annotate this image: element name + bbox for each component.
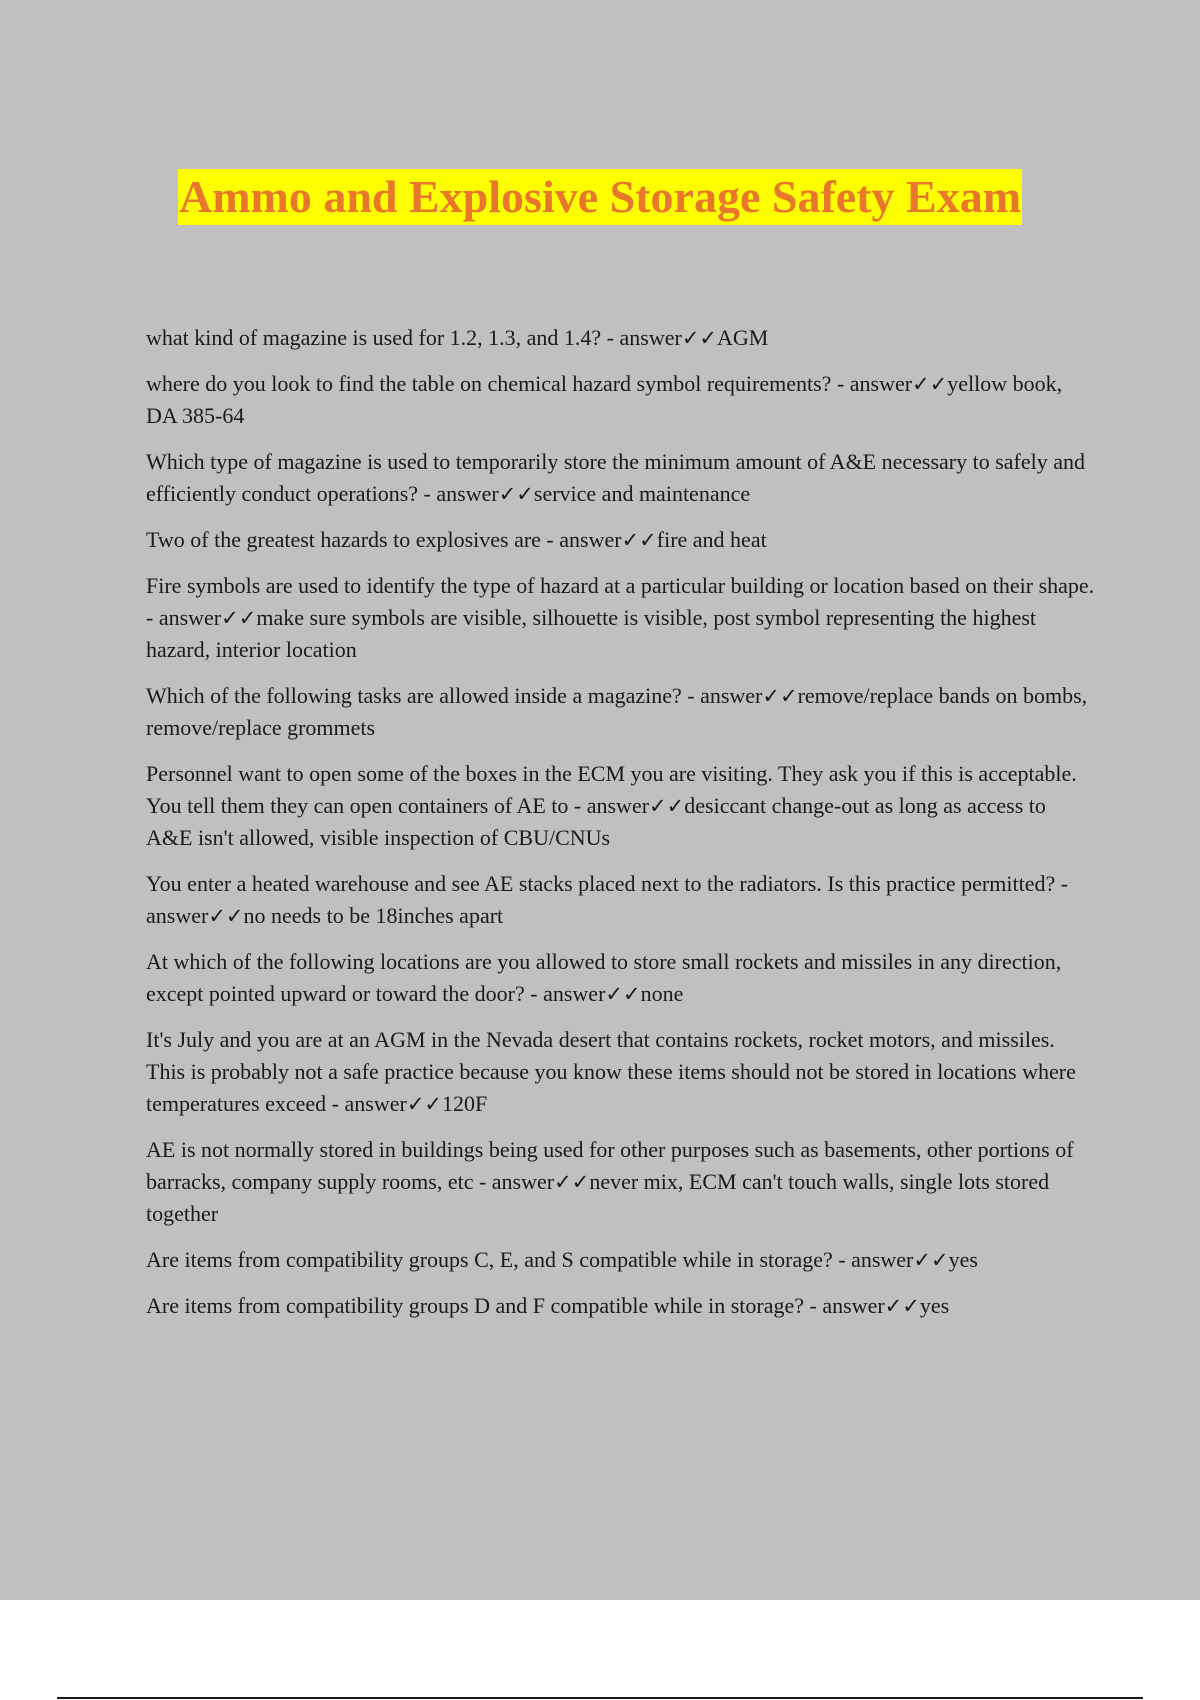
- answer-text: never mix, ECM can't touch walls, single lots stored together: [146, 1169, 1050, 1226]
- qa-item: [146, 1244, 1096, 1276]
- double-check-icon: ✓✓: [681, 326, 718, 350]
- question-text: You enter a heated warehouse and see AE stacks placed next to the radiators. Is this practice permitted? - answer: [146, 871, 1069, 928]
- double-check-icon: ✓✓: [554, 1170, 590, 1194]
- answer-text: AGM: [717, 325, 769, 350]
- double-check-icon: ✓✓: [621, 528, 657, 552]
- answer-text: 120F: [442, 1091, 488, 1116]
- question-text: what kind of magazine is used for 1.2, 1.3, and 1.4? - answer: [146, 325, 682, 350]
- answer-text: desiccant change-out as long as access to A&E isn't allowed, visible inspection of CBU/CNUs: [146, 793, 1046, 850]
- question-text: Are items from compatibility groups C, E, and S compatible while in storage? - answer: [146, 1247, 914, 1272]
- double-check-icon: ✓✓: [208, 904, 244, 928]
- answer-text: no needs to be 18inches apart: [243, 903, 504, 928]
- qa-item: [146, 1290, 1096, 1322]
- answer-text: make sure symbols are visible, silhouette is visible, post symbol representing the highest hazard, interior location: [146, 605, 1037, 662]
- double-check-icon: ✓✓: [649, 794, 685, 818]
- double-check-icon: ✓✓: [406, 1092, 443, 1116]
- qa-item: [146, 570, 1096, 666]
- question-text: Personnel want to open some of the boxes in the ECM you are visiting. They ask you if this is acceptable. You tell them they can open containers of AE to - answer: [146, 761, 1077, 818]
- question-text: AE is not normally stored in buildings being used for other purposes such as basements, other portions of barracks, company supply rooms, etc - answer: [146, 1137, 1074, 1194]
- question-text: Fire symbols are used to identify the type of hazard at a particular building or location based on their shape. - answer: [146, 573, 1095, 630]
- double-check-icon: ✓✓: [884, 1294, 920, 1318]
- qa-item: [146, 322, 1096, 354]
- qa-item: [146, 758, 1096, 854]
- answer-text: yes: [919, 1293, 950, 1318]
- question-text: Are items from compatibility groups D and F compatible while in storage? - answer: [146, 1293, 885, 1318]
- footer-divider: [57, 1697, 1143, 1699]
- double-check-icon: ✓✓: [498, 482, 534, 506]
- qa-item: [146, 446, 1096, 510]
- answer-text: remove/replace bands on bombs, remove/replace grommets: [146, 683, 1088, 740]
- double-check-icon: ✓✓: [913, 1248, 949, 1272]
- question-text: At which of the following locations are you allowed to store small rockets and missiles in any direction, except pointed upward or toward the door? - answer: [146, 949, 1062, 1006]
- qa-item: [146, 524, 1096, 556]
- question-text: Which of the following tasks are allowed inside a magazine? - answer: [146, 683, 763, 708]
- question-text: Which type of magazine is used to temporarily store the minimum amount of A&E necessary to safely and efficiently conduct operations? - answer: [146, 449, 1086, 506]
- answer-text: none: [640, 981, 684, 1006]
- question-text: Two of the greatest hazards to explosives are - answer: [146, 527, 622, 552]
- qa-item: [146, 868, 1096, 932]
- double-check-icon: ✓✓: [912, 372, 948, 396]
- question-answer-list: [146, 322, 1096, 1336]
- answer-text: yes: [948, 1247, 978, 1272]
- title-container: [0, 169, 1200, 225]
- answer-text: yellow book, DA 385-64: [146, 371, 1063, 428]
- qa-item: [146, 368, 1096, 432]
- answer-text: fire and heat: [656, 527, 767, 552]
- qa-item: [146, 1134, 1096, 1230]
- question-text: It's July and you are at an AGM in the Nevada desert that contains rockets, rocket motors, and missiles. This is probably not a safe practice because you know these items should not be stored in locations where temperatures exceed - answer: [146, 1027, 1076, 1116]
- qa-item: [146, 680, 1096, 744]
- answer-text: service and maintenance: [533, 481, 751, 506]
- question-text: where do you look to find the table on chemical hazard symbol requirements? - answer: [146, 371, 913, 396]
- document-title: Ammo and Explosive Storage Safety Exam: [178, 169, 1022, 225]
- qa-item: [146, 946, 1096, 1010]
- qa-item: [146, 1024, 1096, 1120]
- double-check-icon: ✓✓: [605, 982, 641, 1006]
- double-check-icon: ✓✓: [221, 606, 257, 630]
- double-check-icon: ✓✓: [762, 684, 798, 708]
